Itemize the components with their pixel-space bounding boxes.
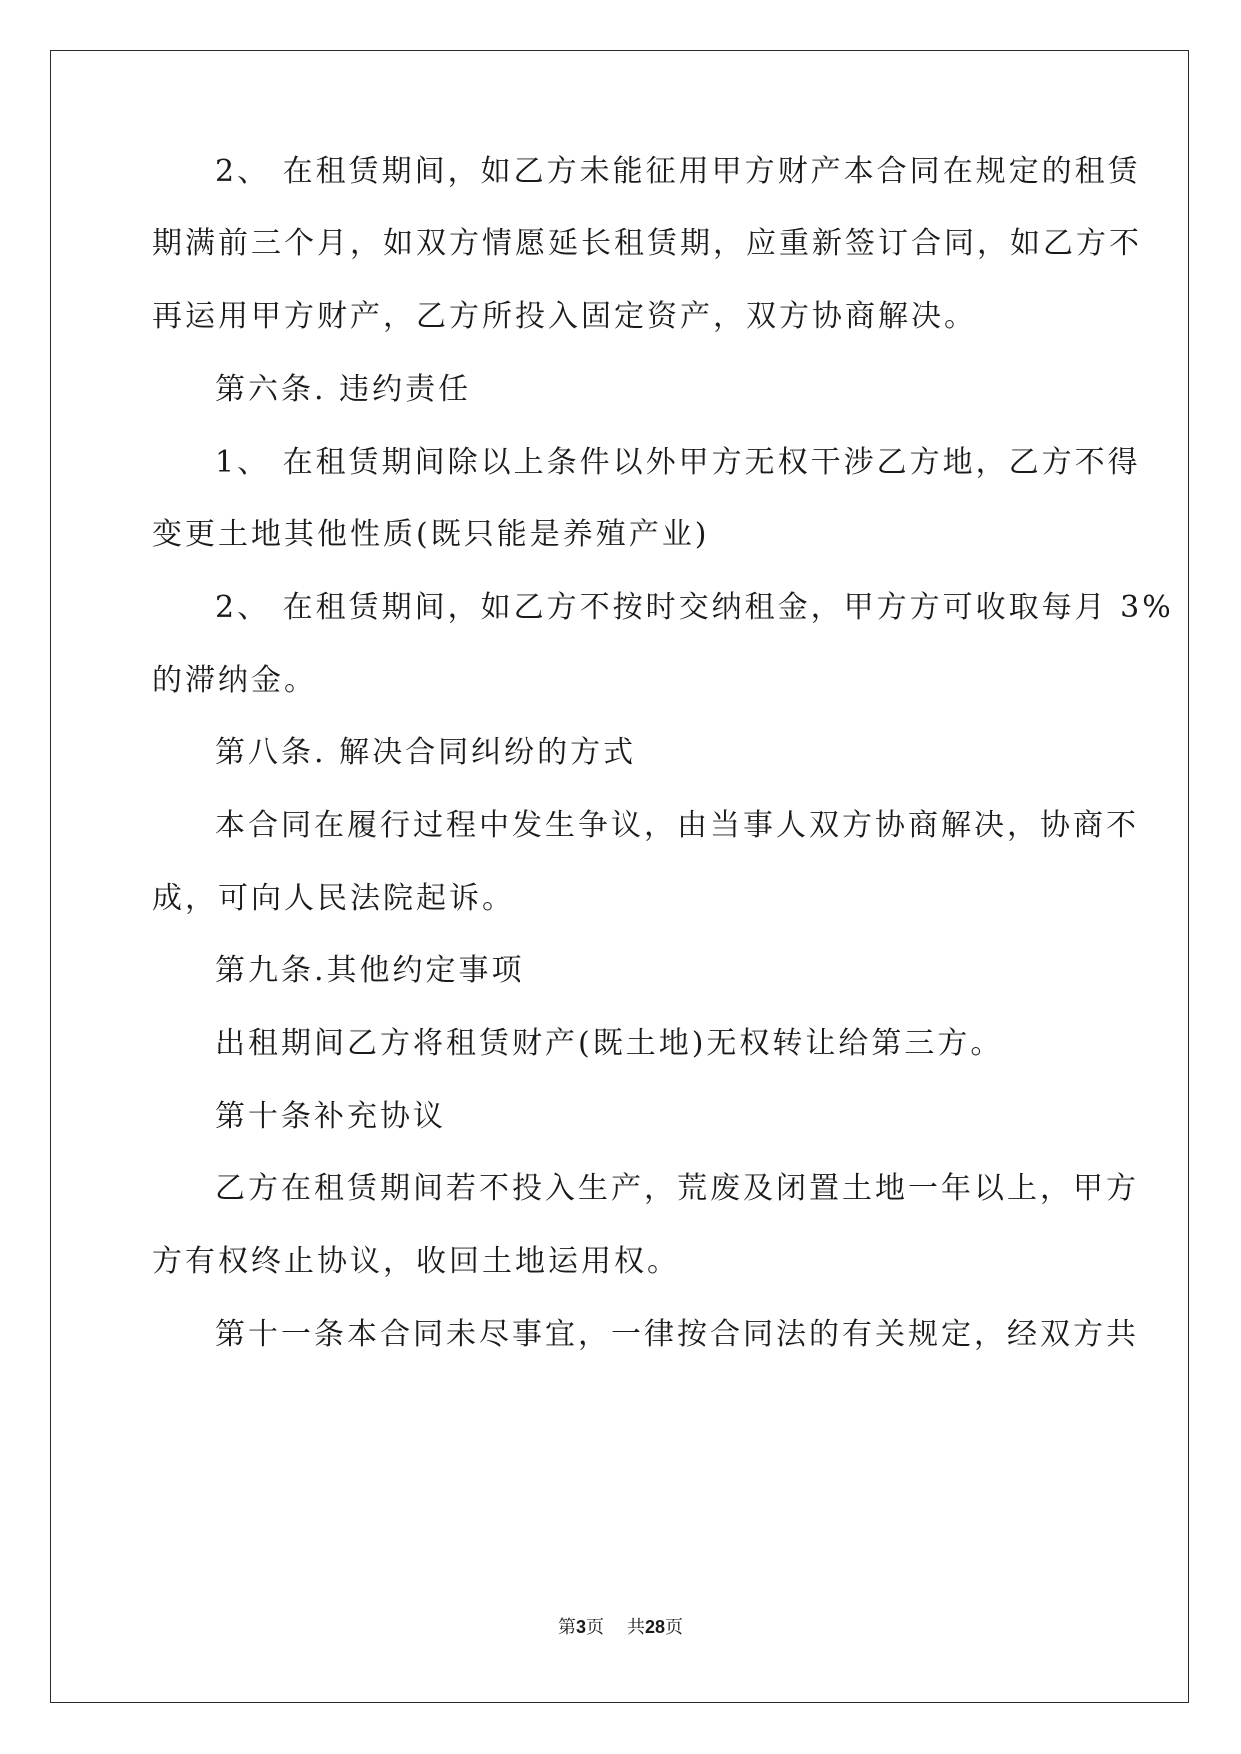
paragraph-line: 变更土地其他性质(既只能是养殖产业) bbox=[152, 517, 710, 552]
page-number: 3 bbox=[576, 1617, 587, 1637]
paragraph-line: 再运用甲方财产，乙方所投入固定资产，双方协商解决。 bbox=[152, 299, 977, 334]
paragraph-line: 第十一条本合同未尽事宜，一律按合同法的有关规定，经双方共 bbox=[215, 1317, 1139, 1352]
footer-page-suffix: 页 bbox=[586, 1617, 605, 1638]
section-heading: 第十条补充协议 bbox=[215, 1099, 446, 1134]
paragraph-line: 的滞纳金。 bbox=[152, 663, 317, 698]
paragraph-line: 期满前三个月，如双方情愿延长租赁期，应重新签订合同，如乙方不 bbox=[152, 226, 1142, 261]
paragraph-line: 2、 在租赁期间，如乙方未能征用甲方财产本合同在规定的租赁 bbox=[215, 154, 1141, 189]
paragraph-line: 本合同在履行过程中发生争议，由当事人双方协商解决，协商不 bbox=[215, 808, 1139, 843]
section-heading: 第八条. 解决合同纠纷的方式 bbox=[215, 735, 637, 770]
paragraph-line: 方有权终止协议，收回土地运用权。 bbox=[152, 1244, 680, 1279]
section-heading: 第六条. 违约责任 bbox=[215, 372, 472, 407]
paragraph-line: 1、 在租赁期间除以上条件以外甲方无权干涉乙方地，乙方不得 bbox=[215, 445, 1141, 480]
footer-total-suffix: 页 bbox=[664, 1617, 683, 1638]
section-heading: 第九条.其他约定事项 bbox=[215, 953, 525, 988]
paragraph-line: 成，可向人民法院起诉。 bbox=[152, 881, 515, 916]
paragraph-line: 乙方在租赁期间若不投入生产，荒废及闭置土地一年以上，甲方 bbox=[215, 1171, 1139, 1206]
paragraph-line: 2、 在租赁期间，如乙方不按时交纳租金，甲方方可收取每月 3% bbox=[215, 590, 1174, 625]
total-pages: 28 bbox=[644, 1617, 665, 1637]
footer-prefix: 第 bbox=[558, 1617, 577, 1638]
page-footer bbox=[0, 1615, 1241, 1640]
footer-total-prefix: 共 bbox=[626, 1617, 645, 1638]
paragraph-line: 出租期间乙方将租赁财产(既土地)无权转让给第三方。 bbox=[215, 1026, 1004, 1061]
